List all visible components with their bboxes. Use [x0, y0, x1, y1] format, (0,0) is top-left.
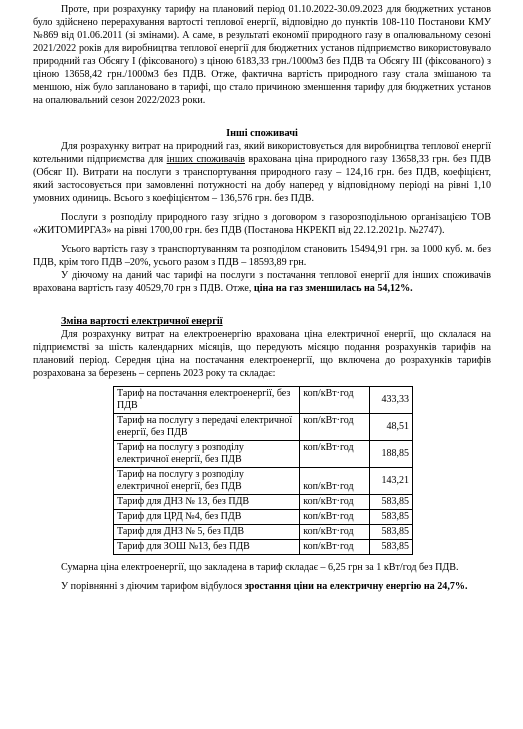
table-cell-value: 583,85 — [369, 510, 412, 525]
electricity-price-increase: зростання ціни на електричну енергію на 24,7%. — [244, 581, 468, 592]
other-consumers-paragraph-3: Усього вартість газу з транспортуванням та розподілом становить 15494,91 грн. за 1000 куб. м. без ПДВ, крім того ПДВ –20%, усього разом з ПДВ – 18593,89 грн. — [33, 244, 491, 268]
other-consumers-paragraph-4: У діючому на даний час тарифі на послуги з постачання теплової енергії для інших споживачів врахована вартість газу 40529,70 грн з ПДВ. Отже, ціна на газ зменшилась на 54,12%. — [33, 270, 491, 294]
table-cell-unit: коп/кВт·год — [300, 441, 369, 468]
table-row — [114, 387, 413, 414]
electricity-tariff-table — [113, 386, 413, 555]
section-heading-other-consumers: Інші споживачі — [226, 128, 298, 139]
other-consumers-paragraph-1: Для розрахунку витрат на природний газ, який використовується для виробництва теплової енергії котельними підприємства для інших споживачів врахована ціна природного газу 13658,33 грн. без ПДВ (Обсяг ІІ). Витрати на послуги з транспортування природного газу – 124,16 грн. без ПДВ, коефіцієнт, який застосовується при замовленні потужності на добу наперед у відповідному періоді на рівні 1,10 умовних одиниць. Всього з коефіцієнтом – 136,576 грн. без ПДВ. — [33, 141, 492, 204]
table-cell-unit: коп/кВт·год — [300, 414, 369, 441]
table-cell-value: 583,85 — [369, 525, 412, 540]
table-row — [114, 540, 413, 555]
table-cell-value: 188,85 — [369, 441, 412, 468]
table-row — [114, 468, 413, 495]
table-cell-name: Тариф для ЦРД №4, без ПДВ — [114, 510, 300, 525]
intro-paragraph: Проте, при розрахунку тарифу на плановий період 01.10.2022-30.09.2023 для бюджетних установ було здійснено перерахування вартості теплової енергії, відповідно до пунктів 108-110 Постанови КМУ №869 від 01.06.2011 (зі змінами). А саме, в результаті економії природного газу в опалювальному сезоні 2021/2022 років для виробництва теплової енергії для бюджетних установ підприємство використовувало природний газ Обсягу І (фіксованого) з ціною 6183,33 грн./1000м3 без ПДВ та Обсягу ІІІ (фіксованого) з ціною 13658,42 грн./1000м3 без ПДВ. Отже, фактична вартість природного газу стала змішаною та меншою, ніж було заплановано в тарифі, що стало причиною зменшення тарифу для бюджетних установ на опалювальний сезон 2022/2023 роки. — [33, 4, 491, 106]
table-cell-value: 583,85 — [369, 495, 412, 510]
table-cell-name: Тариф для ДНЗ № 5, без ПДВ — [114, 525, 300, 540]
table-cell-name: Тариф на постачання електроенергії, без ПДВ — [114, 387, 300, 414]
table-cell-value: 433,33 — [369, 387, 412, 414]
table-cell-name: Тариф для ЗОШ №13, без ПДВ — [114, 540, 300, 555]
table-cell-value: 583,85 — [369, 540, 412, 555]
table-row — [114, 525, 413, 540]
table-row — [114, 495, 413, 510]
table-cell-name: Тариф на послугу з розподілу електричної енергії, без ПДВ — [114, 468, 300, 495]
other-consumers-underlined: інших споживачів — [166, 154, 245, 165]
table-row — [114, 441, 413, 468]
table-row — [114, 510, 413, 525]
other-consumers-paragraph-2: Послуги з розподілу природного газу згідно з договором з газорозподільною організацією ТОВ «ЖИТОМИРГАЗ» на рівні 1700,00 грн. без ПДВ (Постанова НКРЕКП від 22.12.2021р. №2747). — [33, 212, 491, 236]
table-cell-unit: коп/кВт·год — [300, 540, 369, 555]
table-cell-unit: коп/кВт·год — [300, 387, 369, 414]
table-cell-unit: коп/кВт·год — [300, 525, 369, 540]
table-cell-value: 48,51 — [369, 414, 412, 441]
table-cell-value: 143,21 — [369, 468, 412, 495]
table-cell-unit: коп/кВт·год — [300, 510, 369, 525]
gas-price-decrease: ціна на газ зменшилась на 54,12%. — [253, 283, 413, 294]
electricity-paragraph-1: Для розрахунку витрат на електроенергію врахована ціна електричної енергії, що склалася на підприємстві за шість календарних місяців, що передують місяцю подання розрахунків тарифів на плановий період. Середня ціна на постачання електроенергії, що включена до розрахунків тарифів розрахована за березень – серпень 2023 року та складає: — [33, 329, 491, 379]
table-cell-unit: коп/кВт·год — [300, 468, 369, 495]
table-cell-name: Тариф на послугу з розподілу електричної енергії, без ПДВ — [114, 441, 300, 468]
table-cell-unit: коп/кВт·год — [300, 495, 369, 510]
table-row — [114, 414, 413, 441]
table-cell-name: Тариф для ДНЗ № 13, без ПДВ — [114, 495, 300, 510]
table-cell-name: Тариф на послугу з передачі електричної енергії, без ПДВ — [114, 414, 300, 441]
section-heading-electricity: Зміна вартості електричної енергії — [61, 316, 223, 327]
electricity-paragraph-2: Сумарна ціна електроенергії, що закладена в тариф складає – 6,25 грн за 1 кВт/год без ПДВ. — [61, 562, 459, 573]
electricity-paragraph-3: У порівнянні з діючим тарифом відбулося зростання ціни на електричну енергію на 24,7%. — [61, 581, 468, 592]
